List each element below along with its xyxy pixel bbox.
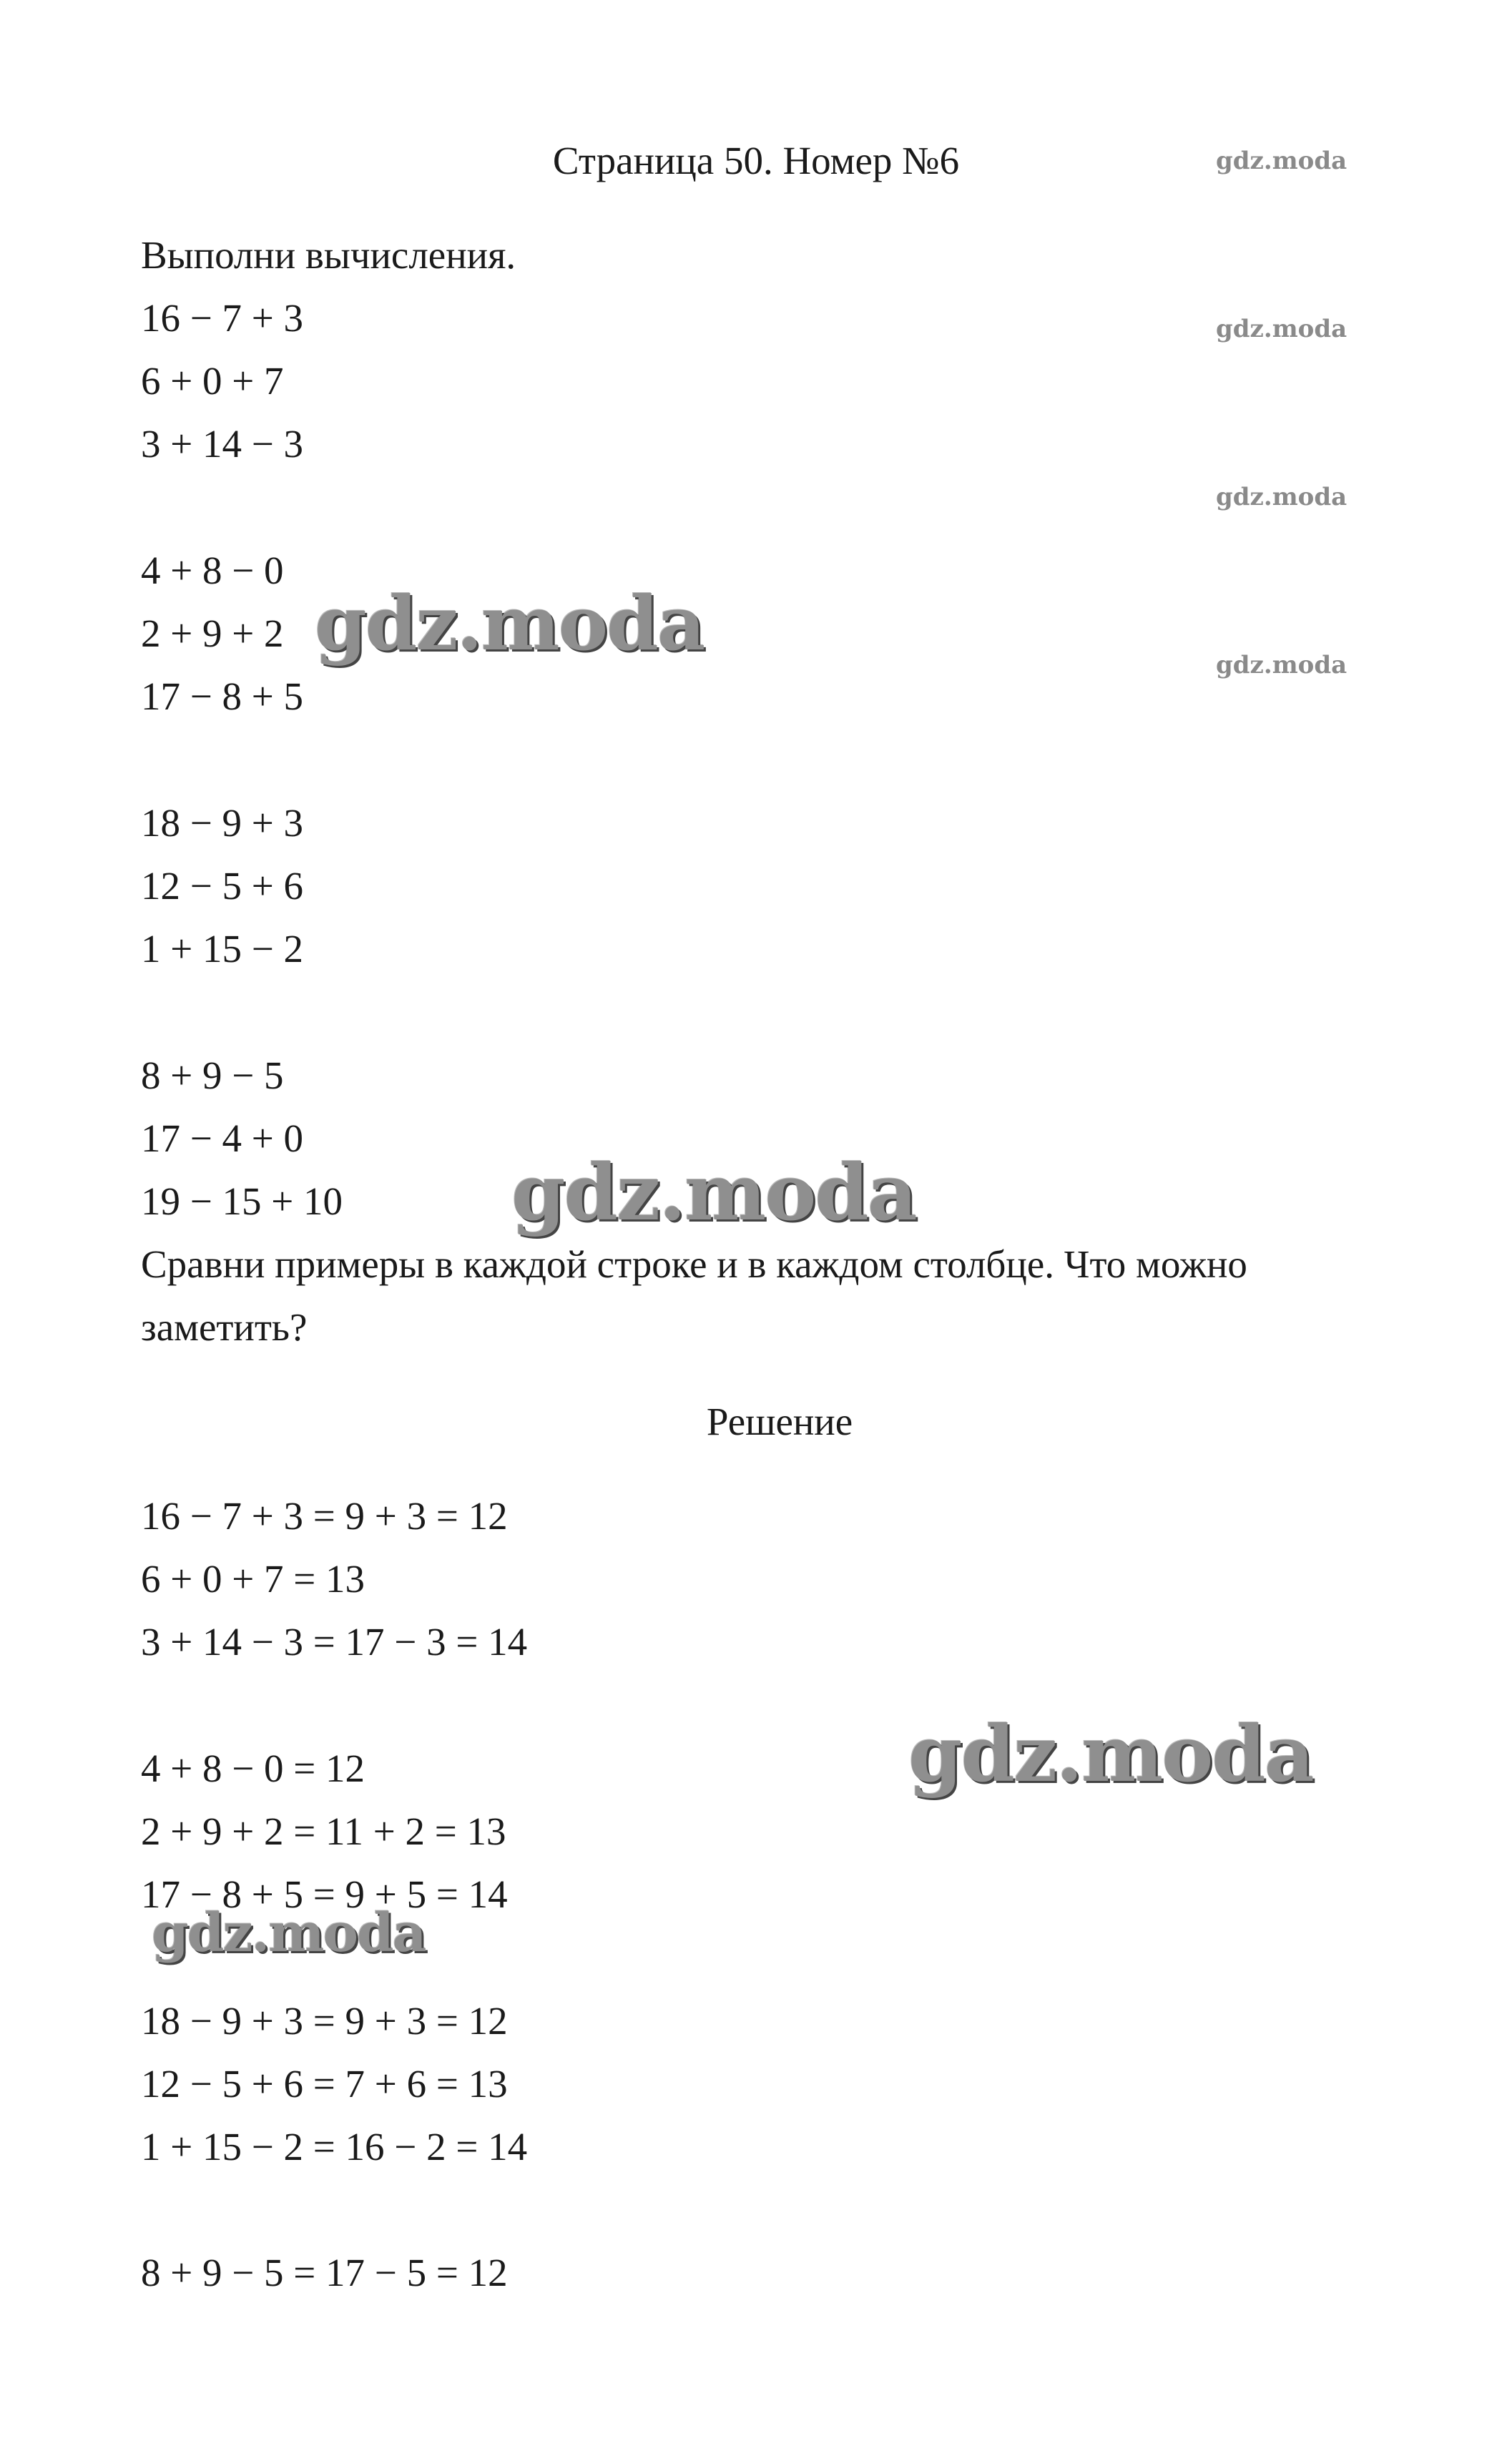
watermark-small: gdz.moda [1216, 315, 1347, 343]
task-expression: 18 − 9 + 3 [141, 801, 304, 845]
watermark-large: gdz.moda [152, 1902, 426, 1964]
task-expression: 17 − 8 + 5 [141, 674, 304, 718]
solution-line: 16 − 7 + 3 = 9 + 3 = 12 [141, 1494, 508, 1538]
task-expression: 2 + 9 + 2 [141, 612, 284, 655]
watermark-small: gdz.moda [1216, 483, 1347, 511]
task-intro: Выполни вычисления. [141, 233, 516, 277]
solution-line: 8 + 9 − 5 = 17 − 5 = 12 [141, 2251, 508, 2294]
watermark-large: gdz.moda [315, 579, 705, 667]
watermark-small: gdz.moda [1216, 147, 1347, 175]
watermark-large: gdz.moda [511, 1148, 916, 1238]
task-expression: 16 − 7 + 3 [141, 296, 304, 340]
solution-line: 17 − 8 + 5 = 9 + 5 = 14 [141, 1872, 508, 1916]
task-expression: 12 − 5 + 6 [141, 864, 304, 908]
task-expression: 3 + 14 − 3 [141, 422, 304, 466]
solution-line: 1 + 15 − 2 = 16 − 2 = 14 [141, 2125, 528, 2169]
task-question: заметить? [141, 1305, 308, 1349]
solution-line: 3 + 14 − 3 = 17 − 3 = 14 [141, 1620, 528, 1664]
solution-line: 18 − 9 + 3 = 9 + 3 = 12 [141, 1999, 508, 2043]
solution-line: 4 + 8 − 0 = 12 [141, 1747, 365, 1790]
task-expression: 17 − 4 + 0 [141, 1116, 304, 1160]
solution-line: 2 + 9 + 2 = 11 + 2 = 13 [141, 1809, 506, 1853]
solution-line: 12 − 5 + 6 = 7 + 6 = 13 [141, 2062, 508, 2106]
solution-heading: Решение [706, 1400, 853, 1443]
page-title: Страница 50. Номер №6 [552, 139, 960, 182]
task-expression: 4 + 8 − 0 [141, 549, 284, 592]
task-question: Сравни примеры в каждой строке и в каждом столбце. Что можно [141, 1242, 1247, 1286]
task-expression: 19 − 15 + 10 [141, 1179, 343, 1223]
task-expression: 1 + 15 − 2 [141, 927, 304, 971]
task-expression: 6 + 0 + 7 [141, 359, 284, 403]
task-expression: 8 + 9 − 5 [141, 1053, 284, 1097]
watermark-small: gdz.moda [1216, 651, 1347, 679]
watermark-large: gdz.moda [908, 1709, 1313, 1799]
solution-line: 6 + 0 + 7 = 13 [141, 1557, 365, 1601]
